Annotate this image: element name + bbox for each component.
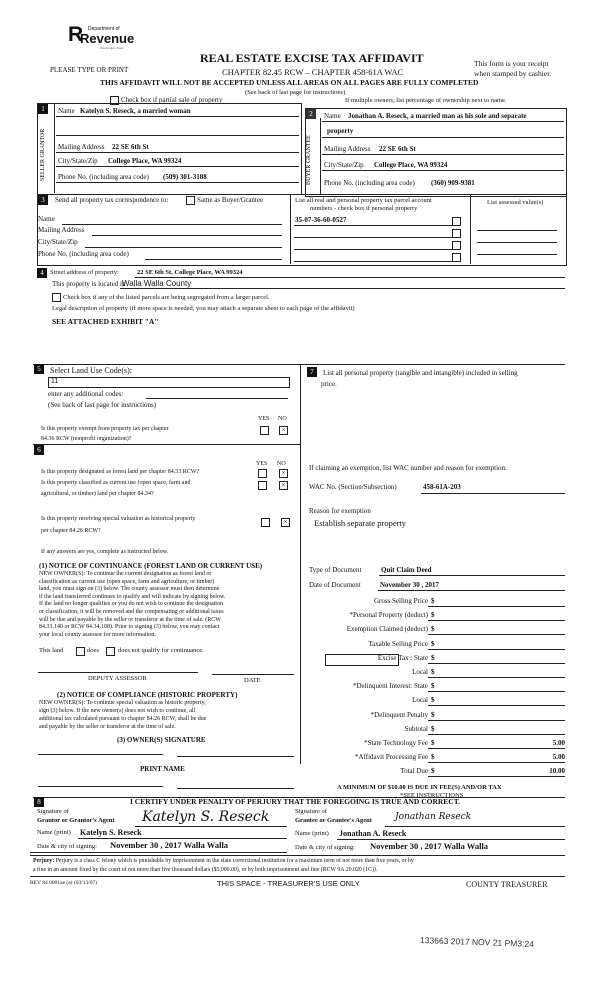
personal-property-checkbox[interactable] [452, 217, 461, 226]
buyer-phone-field[interactable]: (360) 909-9381 [431, 179, 475, 187]
land-use-code-value: 11 [51, 378, 59, 385]
buyer-name-field-2[interactable]: property [327, 127, 354, 135]
owner-signature-field-2[interactable] [177, 756, 294, 757]
corr-name-field[interactable] [62, 224, 282, 225]
assessed-value-field[interactable] [477, 242, 557, 243]
fee-label: *Personal Property (deduct) [349, 611, 428, 620]
fee-label: Local [412, 696, 428, 705]
section-number: 1 [38, 104, 48, 114]
partial-sale-label: Check box if partial sale of property [121, 96, 223, 104]
grantee-signature[interactable]: Jonathan Reseck [395, 812, 472, 822]
yes-header: YES [258, 416, 270, 422]
notice-compliance-line: and payable by the seller or transferor at the time of sale. [39, 724, 176, 730]
buyer-address-label: Mailing Address [324, 145, 371, 153]
fee-line [428, 705, 565, 706]
logo-name: Revenue [80, 31, 135, 46]
does-not-qualify-checkbox[interactable] [106, 647, 115, 656]
name-print-label: Name (print) [37, 829, 71, 836]
fee-label: Taxable Selling Price [368, 639, 428, 648]
owner-signature-title: (3) OWNER(S) SIGNATURE [117, 736, 206, 744]
section-number: 3 [38, 195, 48, 205]
fee-line [428, 691, 565, 692]
date-city-label: Date & city of signing: [295, 844, 355, 851]
corr-city-field[interactable] [85, 247, 282, 248]
assessed-value-field[interactable] [477, 254, 557, 255]
fee-label: Exemption Claimed (deduct) [346, 625, 428, 634]
seller-city-field[interactable]: College Place, WA 99324 [108, 157, 182, 165]
seller-city-label: City/State/Zip [58, 157, 98, 165]
notice-compliance-title: (2) NOTICE OF COMPLIANCE (HISTORIC PROPERTY) [57, 691, 238, 699]
see-instructions-note: *SEE INSTRUCTIONS [400, 792, 464, 799]
buyer-name-label: Name [324, 112, 341, 120]
form-warning: THIS AFFIDAVIT WILL NOT BE ACCEPTED UNLESS ALL AREAS ON ALL PAGES ARE FULLY COMPLETED [100, 78, 479, 87]
fee-label: *Delinquent Penalty [370, 710, 428, 719]
grantor-name-field[interactable]: Katelyn S. Reseck [80, 828, 142, 837]
send-correspondence-label: Send all property tax correspondence to: [55, 196, 169, 204]
dollar-sign: $ [431, 682, 435, 691]
street-address-field[interactable]: 22 SE 6th St, College Place, WA 99324 [137, 269, 243, 276]
dollar-sign: $ [431, 653, 435, 662]
does-qualify-checkbox[interactable] [76, 647, 85, 656]
current-use-question-2: agricultural, or timber) land per chapter 84.34? [41, 491, 154, 497]
dollar-sign: $ [431, 739, 435, 747]
print-name-label: PRINT NAME [140, 765, 185, 773]
exempt-question: Is this property exempt from property tax per chapter [41, 426, 169, 432]
section-number: 8 [34, 797, 44, 807]
assessed-value-header: List assessed value(s) [487, 199, 544, 206]
forest-yes-checkbox[interactable] [258, 469, 267, 478]
notice-compliance-line: additional tax calculated pursuant to chapter 84.26 RCW, shall be due [39, 716, 207, 722]
grantor-signature[interactable]: Katelyn S. Reseck [142, 809, 270, 825]
county-field[interactable]: Walla Walla County [122, 279, 192, 288]
fee-line [428, 720, 565, 721]
exempt-question-2: 84.36 RCW (nonprofit organization)? [41, 436, 132, 442]
revenue-logo-mark: R [68, 23, 84, 46]
doc-type-field[interactable]: Quit Claim Deed [381, 566, 432, 574]
fee-value-field[interactable]: 5.00 [552, 753, 565, 762]
print-name-field[interactable] [38, 786, 163, 787]
legal-description-field[interactable]: SEE ATTACHED EXHIBIT "A" [52, 317, 159, 326]
buyer-address-field[interactable]: 22 SE 6th St [379, 145, 416, 153]
fee-line [428, 634, 565, 635]
additional-codes-label: enter any additional codes: [48, 390, 124, 398]
fee-line [428, 734, 565, 735]
additional-codes-field[interactable] [146, 398, 288, 399]
buyer-city-field[interactable]: College Place, WA 99324 [374, 161, 448, 169]
receipt-note-2: when stamped by cashier. [474, 69, 552, 78]
historical-question-2: per chapter 84.26 RCW? [41, 528, 101, 534]
seller-address-label: Mailing Address [58, 143, 105, 151]
fee-label: Total Due [400, 767, 428, 776]
dollar-sign: $ [431, 668, 435, 676]
date-city-label: Date & city of signing: [37, 843, 97, 850]
form-revision: REV 84 0001ae (a) (03/13/07) [30, 880, 98, 886]
notice-continuance-line: classification as current use (open space, farm and agriculture, or timber) [39, 578, 215, 585]
owner-signature-field[interactable] [38, 754, 163, 755]
signature-of-label: Signature of [37, 808, 69, 815]
grantee-name-field[interactable]: Jonathan A. Reseck [339, 829, 407, 838]
section-number: 5 [34, 364, 44, 374]
fee-value-field[interactable]: 10.00 [549, 767, 565, 776]
reason-field[interactable]: Establish separate property [314, 518, 407, 528]
deputy-assessor-label: DEPUTY ASSESSOR [88, 675, 147, 682]
notice-continuance-line: your local county assessor for more information. [39, 631, 156, 638]
notice-compliance-line: sign (3) below. If the new owner(s) does not wish to continue, all [39, 708, 196, 714]
fee-line [428, 663, 565, 664]
segregated-label: Check box if any of the listed parcels are being segregated from a larger parcel. [63, 294, 270, 301]
historical-question: Is this property receiving special valuation as historical property [41, 516, 196, 522]
if-yes-note: If any answers are yes, complete as instructed below. [41, 549, 169, 555]
notice-continuance-line: will be due and payable by the seller or transferor at the time of sale. (RCW [39, 616, 221, 623]
street-address-label: Street address of property: [50, 269, 119, 276]
treasurer-use-label: THIS SPACE - TREASURER'S USE ONLY [217, 879, 360, 888]
print-name-field-2[interactable] [177, 788, 294, 789]
name-print-label: Name (print) [295, 830, 329, 837]
dollar-sign: $ [431, 710, 435, 719]
fee-line [428, 677, 565, 678]
perjury-label: Perjury: [33, 858, 55, 864]
grantee-agent-label: Grantee or Grantee's Agent [295, 817, 372, 824]
fee-label: *Delinquent Interest: State [352, 682, 428, 691]
notice-continuance-line: If the land no longer qualifies or you do not wish to continue the designation [39, 601, 223, 608]
exempt-no-checkbox[interactable] [279, 426, 288, 435]
perjury-text: Perjury is a class C felony which is punishable by imprisonment in the state correctional institution for a maximum term of not more than five years, or by [55, 858, 414, 864]
signature-of-label: Signature of [295, 808, 327, 815]
personal-property-checkbox[interactable] [452, 241, 461, 250]
same-as-buyer-checkbox[interactable] [186, 196, 195, 205]
doc-type-label: Type of Document [309, 566, 362, 574]
form-chapter: CHAPTER 82.45 RCW – CHAPTER 458-61A WAC [222, 67, 404, 77]
fee-value-field[interactable]: 5.00 [552, 739, 565, 747]
corr-address-label: Mailing Address [38, 226, 85, 234]
corr-address-field[interactable] [92, 235, 282, 236]
notice-continuance-line: or classification, it will be removed and the compensating or additional taxes [39, 609, 224, 615]
corr-name-label: Name [38, 215, 55, 223]
no-header: NO [278, 416, 287, 422]
notice-continuance-title: (1) NOTICE OF CONTINUANCE (FOREST LAND OR CURRENT USE) [39, 562, 263, 570]
notice-compliance-line: NEW OWNER(S): To continue special valuation as historic property, [39, 700, 206, 706]
doc-date-field[interactable]: November 30 , 2017 [380, 581, 439, 589]
logo-dept: Department of [88, 26, 120, 32]
located-in-label: This property is located in [52, 280, 126, 288]
personal-property-label-2: price. [321, 380, 337, 388]
grantor-date-city-field[interactable]: November 30 , 2017 Walla Walla [110, 840, 229, 850]
personal-property-label: List all personal property (tangible and intangible) included in selling [323, 369, 518, 377]
notice-continuance-line: NEW OWNER(S): To continue the current designation as forest land or [39, 571, 212, 577]
deputy-assessor-signature[interactable] [38, 672, 198, 673]
fee-label: Excise Tax : State [377, 653, 428, 662]
dollar-sign: $ [431, 696, 435, 705]
see-back-note: (See back of last page for instructions) [245, 89, 346, 96]
fee-label: *Affidavit Processing Fee [355, 753, 428, 762]
section-number: 4 [37, 268, 47, 278]
corr-phone-field[interactable] [145, 259, 282, 260]
corr-phone-label: Phone No. (including area code) [38, 250, 129, 258]
notice-continuance-line: 84.33.140 or RCW 84.34.108). Prior to signing (3) below, you may contact [39, 624, 220, 631]
reason-label: Reason for exemption [309, 507, 371, 515]
land-use-label: Select Land Use Code(s): [50, 366, 132, 375]
dollar-sign: $ [431, 625, 435, 634]
dollar-sign: $ [431, 767, 435, 776]
seller-address-field[interactable]: 22 SE 6th St [112, 143, 149, 151]
please-type: PLEASE TYPE OR PRINT [50, 66, 129, 74]
buyer-name-field[interactable]: Jonathan A. Reseck, a married man as his sole and separate [348, 112, 527, 120]
section-number: 6 [34, 445, 44, 455]
fee-label: Local [412, 668, 428, 676]
seller-phone-field[interactable]: (509) 301-3188 [163, 173, 207, 181]
fee-label: Gross Selling Price [373, 597, 428, 605]
same-as-buyer-label: Same as Buyer/Grantee [197, 196, 264, 204]
buyer-phone-label: Phone No. (including area code) [324, 179, 415, 187]
assessed-value-field[interactable] [477, 230, 557, 231]
assessor-date-label: DATE [244, 677, 261, 684]
historical-yes-checkbox[interactable] [261, 518, 270, 527]
current-use-question: Is this property classified as current use (open space, farm and [41, 480, 191, 486]
seller-grantor-label: SELLER GRANTOR [40, 128, 46, 182]
receipt-note-1: This form is your receipt [474, 59, 549, 68]
notice-continuance-line: if the land transferred continues to qualify and will indicate by signing below. [39, 593, 226, 600]
section-number: 2 [306, 109, 316, 119]
certify-statement: I CERTIFY UNDER PENALTY OF PERJURY THAT THE FOREGOING IS TRUE AND CORRECT. [130, 797, 461, 806]
seller-name-field[interactable]: Katelyn S. Reseck, a married woman [80, 107, 191, 115]
corr-city-label: City/State/Zip [38, 238, 78, 246]
exemption-question: If claiming an exemption, list WAC number and reason for exemption: [309, 464, 507, 472]
cashier-stamp: 133663 2017 NOV 21 PM3:24 [419, 935, 535, 949]
form-title: REAL ESTATE EXCISE TAX AFFIDAVIT [200, 51, 424, 65]
current-use-yes-checkbox[interactable] [258, 481, 267, 490]
no-header: NO [277, 461, 286, 467]
does-label: does [87, 647, 99, 654]
notice-continuance-line: land, you must sign on (3) below. The county assessor must then determine [39, 586, 220, 593]
fee-label: Subtotal [404, 724, 428, 733]
fee-label: *State Technology Fee [364, 739, 428, 747]
fee-line [428, 748, 565, 749]
dollar-sign: $ [431, 724, 435, 733]
buyer-city-label: City/State/Zip [324, 161, 364, 169]
assessor-date-field[interactable] [212, 674, 294, 675]
buyer-grantee-label: BUYER GRANTEE [306, 135, 312, 185]
does-not-label: does not qualify for continuance. [118, 647, 204, 654]
land-use-code-input[interactable] [48, 377, 290, 388]
doc-date-label: Date of Document [309, 581, 361, 589]
exempt-yes-checkbox[interactable] [260, 426, 269, 435]
wac-field[interactable]: 458-61A-203 [423, 483, 461, 491]
current-use-no-checkbox[interactable] [279, 481, 288, 490]
seller-name-label: Name [58, 107, 75, 115]
fee-line [428, 649, 565, 650]
wac-label: WAC No. (Section/Subsection) [309, 483, 397, 491]
this-land-label: This land [39, 647, 64, 654]
historical-no-checkbox[interactable] [281, 518, 290, 527]
parcel-number-field[interactable]: 35-07-36-60-0527 [295, 216, 347, 224]
section-number: 7 [307, 367, 317, 377]
segregated-checkbox[interactable] [52, 293, 61, 302]
perjury-line-1 [33, 858, 414, 865]
fee-line [428, 620, 565, 621]
logo-state: Washington State [100, 46, 124, 50]
grantor-agent-label: Grantor or Grantor's Agent [37, 817, 115, 824]
dollar-sign: $ [431, 639, 435, 648]
dollar-sign: $ [431, 753, 435, 762]
seller-phone-label: Phone No. (including area code) [58, 173, 149, 181]
forest-land-question: Is this property designated as forest land per chapter 84.33 RCW? [41, 469, 200, 475]
fee-line [428, 606, 565, 607]
grantee-date-city-field[interactable]: November 30 , 2017 Walla Walla [370, 841, 489, 851]
parcel-header-2: numbers - check box if personal property [310, 205, 418, 212]
legal-description-label: Legal description of property (if more space is needed, you may attach a separate sheet to each page of the affidavit) [52, 305, 355, 312]
fee-line [428, 776, 565, 777]
yes-header: YES [256, 461, 268, 467]
dollar-sign: $ [431, 597, 435, 605]
minimum-due-note: A MINIMUM OF $10.00 IS DUE IN FEE(S) AND/OR TAX [337, 784, 502, 791]
county-treasurer-label: COUNTY TREASURER [466, 880, 548, 889]
multiple-owners-note: If multiple owners, list percentage of ownership next to name. [345, 97, 507, 104]
parcel-header-1: List all real and personal property tax parcel account [295, 197, 432, 204]
personal-property-checkbox[interactable] [452, 229, 461, 238]
forest-no-checkbox[interactable] [279, 469, 288, 478]
dollar-sign: $ [431, 611, 435, 620]
fee-line [428, 762, 565, 763]
land-use-instructions: (See back of last page for instructions) [48, 401, 157, 409]
perjury-line-2: a fine in an amount fixed by the court of not more than five thousand dollars ($5,000.00), or by both imprisonment and fine (RCW 9A.20.020 (1C)). [33, 867, 378, 873]
personal-property-checkbox[interactable] [452, 253, 461, 262]
